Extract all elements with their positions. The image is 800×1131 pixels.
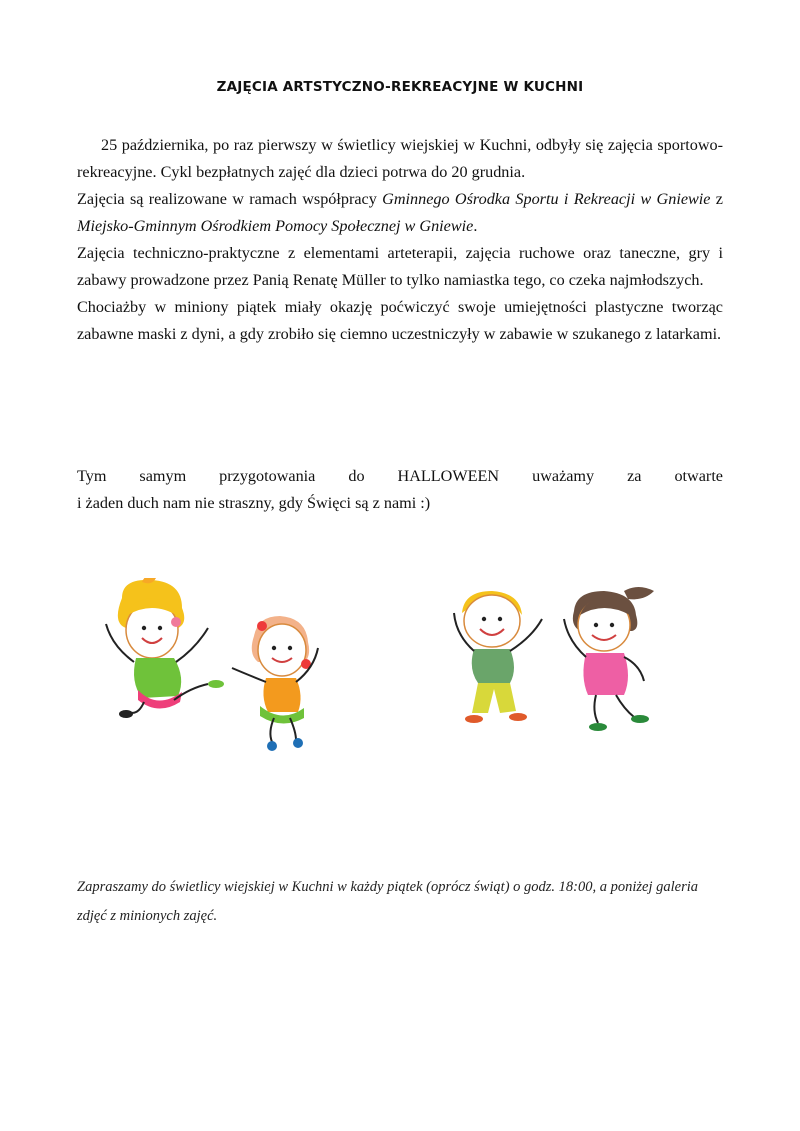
cooperation-text-b: z	[710, 190, 723, 208]
closing-line-2: i żaden duch nam nie straszny, gdy Święci są z nami :)	[77, 494, 431, 512]
boy-and-girl-waving-illustration	[440, 585, 670, 745]
paragraph-last-friday: Chociażby w miniony piątek miały okazję poćwiczyć swoje umiejętności plastyczne tworząc zabawne maski z dyni, a gdy zrobiło się ciemno uczestniczyły w zabawie w szukanego z latarkami.	[77, 298, 723, 343]
girl-orange-dress	[232, 616, 318, 751]
girl-pink-dress	[564, 587, 654, 731]
organization-gosir: Gminnego Ośrodka Sportu i Rekreacji w Gniewie	[382, 190, 711, 208]
girl-green-dress	[106, 578, 224, 718]
paragraph-intro: 25 października, po raz pierwszy w świetlicy wiejskiej w Kuchni, odbyły się zajęcia sportowo-rekreacyjne. Cykl bezpłatnych zajęć dla dzieci potrwa do 20 grudnia.	[77, 136, 723, 181]
invitation-footer: Zapraszamy do świetlicy wiejskiej w Kuchni w każdy piątek (oprócz świąt) o godz. 18:00, a poniżej galeria zdjęć z minionych zajęć.	[77, 879, 699, 924]
paragraph-cooperation	[77, 186, 723, 240]
cooperation-text-c: .	[473, 217, 478, 235]
paragraph-activities: Zajęcia techniczno-praktyczne z elementami arteterapii, zajęcia ruchowe oraz taneczne, gry i zabawy prowadzone przez Panią Renatę Müller to tylko namiastka tego, co czeka najmłodszych.	[77, 244, 723, 289]
closing-text	[77, 463, 723, 517]
organization-mgops: Miejsko-Gminnym Ośrodkiem Pomocy Społecznej w Gniewie	[77, 217, 474, 235]
cooperation-text-a: Zajęcia są realizowane w ramach współpracy	[77, 190, 383, 208]
document-title: ZAJĘCIA ARTSTYCZNO-REKREACYJNE W KUCHNI	[216, 79, 584, 95]
body-text	[77, 132, 723, 348]
closing-line-1: Tym samym przygotowania do HALLOWEEN uważamy za otwarte	[77, 467, 723, 485]
two-jumping-girls-illustration	[82, 578, 350, 766]
boy-figure	[454, 591, 542, 723]
